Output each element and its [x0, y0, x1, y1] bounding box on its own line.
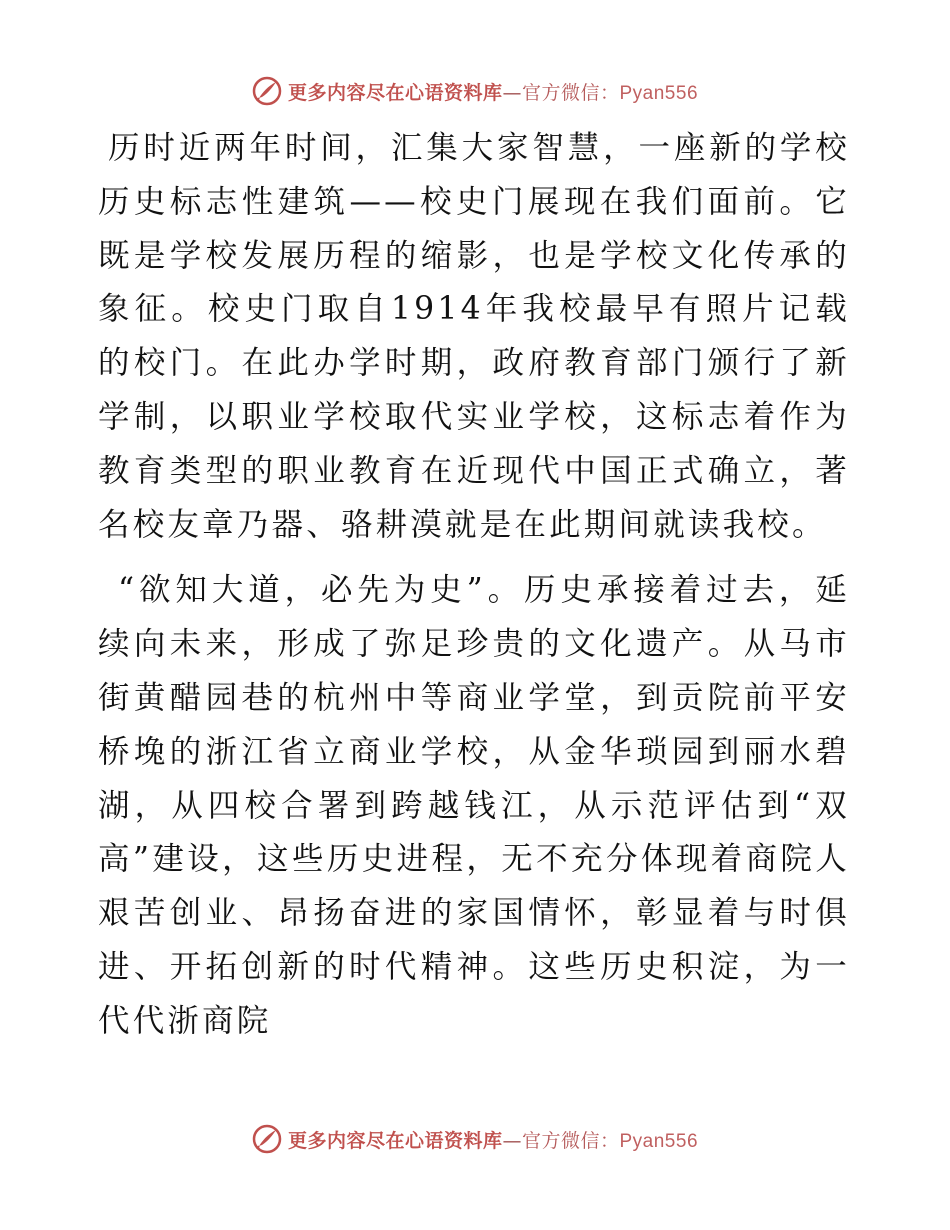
paragraph-2: “欲知大道，必先为史”。历史承接着过去，延续向未来，形成了弥足珍贵的文化遗产。从马市街黄醋园巷的杭州中等商业学堂，到贡院前平安桥堍的浙江省立商业学校，从金华琐园到丽水碧湖，从四校合署到跨越钱江，从示范评估到“双高”建设，这些历史进程，无不充分体现着商院人艰苦创业、昂扬奋进的家国情怀，彰显着与时俱进、开拓创新的时代精神。这些历史积淀，为一代代浙商院	[98, 572, 850, 1039]
watermark-brand: 更多内容尽在心语资料库	[287, 1129, 503, 1152]
watermark-brand: 更多内容尽在心语资料库	[287, 81, 503, 104]
watermark-handle: Pyan556	[619, 1130, 699, 1152]
watermark-contact-label: 官方微信：	[521, 1129, 620, 1152]
header-watermark	[0, 71, 950, 111]
watermark-separator: —	[502, 81, 522, 104]
watermark-separator: —	[502, 1129, 522, 1152]
quill-pen-logo-icon	[252, 1124, 282, 1154]
watermark-contact-label: 官方微信：	[521, 81, 620, 104]
watermark-text	[288, 1126, 698, 1153]
footer-watermark	[0, 1119, 950, 1159]
watermark-handle: Pyan556	[619, 82, 699, 104]
document-body	[98, 122, 850, 1049]
watermark-text	[288, 78, 698, 105]
paragraph-1: 历时近两年时间，汇集大家智慧，一座新的学校历史标志性建筑——校史门展现在我们面前。它既是学校发展历程的缩影，也是学校文化传承的象征。校史门取自1914年我校最早有照片记载的校门。在此办学时期，政府教育部门颁行了新学制，以职业学校取代实业学校，这标志着作为教育类型的职业教育在近现代中国正式确立，著名校友章乃器、骆耕漠就是在此期间就读我校。	[98, 130, 850, 543]
quill-pen-logo-icon	[252, 76, 282, 106]
